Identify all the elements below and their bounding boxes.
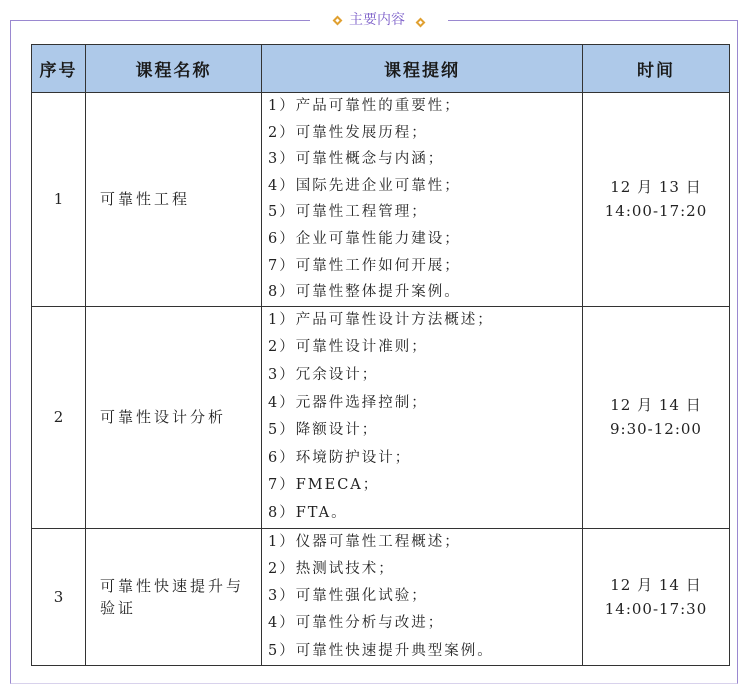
outline-item: 5）可靠性快速提升典型案例。 xyxy=(268,642,494,659)
course-date: 12 月 13 日 xyxy=(610,178,702,197)
row-index: 3 xyxy=(32,528,86,665)
outline-item: 8）可靠性整体提升案例。 xyxy=(268,284,461,301)
outline-item: 7）FMECA； xyxy=(268,477,380,494)
frame-top-rule-left xyxy=(10,20,310,21)
row-index: 2 xyxy=(32,306,86,528)
course-table xyxy=(31,44,730,666)
table-row xyxy=(32,306,730,528)
outline-item: 6）环境防护设计； xyxy=(268,449,412,466)
outline-item: 2）可靠性设计准则； xyxy=(268,339,428,356)
course-time xyxy=(583,306,730,528)
course-date: 12 月 14 日 xyxy=(610,575,702,594)
diamond-left-icon xyxy=(333,15,343,25)
frame-top-rule-right xyxy=(448,20,738,21)
outline-item: 8）FTA。 xyxy=(268,504,348,521)
column-header-index: 序号 xyxy=(32,45,86,93)
course-name: 可靠性快速提升与验证 xyxy=(86,528,262,665)
column-header-name: 课程名称 xyxy=(86,45,262,93)
course-date: 12 月 14 日 xyxy=(610,396,702,415)
course-time xyxy=(583,93,730,307)
course-name: 可靠性设计分析 xyxy=(86,306,262,528)
outline-item: 1）产品可靠性设计方法概述； xyxy=(268,311,494,328)
outline-item: 4）国际先进企业可靠性； xyxy=(268,177,461,194)
outline-item: 5）降额设计； xyxy=(268,422,379,439)
column-header-time: 时间 xyxy=(583,45,730,93)
outline-item: 1）产品可靠性的重要性； xyxy=(268,98,461,114)
outline-item: 6）企业可靠性能力建设； xyxy=(268,230,461,247)
outline-item: 2）热测试技术； xyxy=(268,560,395,577)
outline-item: 3）可靠性强化试验； xyxy=(268,588,428,605)
column-header-outline: 课程提纲 xyxy=(262,45,583,93)
course-hours: 14:00-17:20 xyxy=(604,202,708,221)
course-time xyxy=(583,528,730,665)
outline-item: 2）可靠性发展历程； xyxy=(268,124,428,141)
course-outline xyxy=(262,528,583,665)
outline-item: 3）冗余设计； xyxy=(268,366,379,383)
course-hours: 14:00-17:30 xyxy=(604,599,708,618)
outline-item: 4）元器件选择控制； xyxy=(268,394,428,411)
diamond-right-icon xyxy=(416,17,426,27)
row-index: 1 xyxy=(32,93,86,307)
outline-item: 1）仪器可靠性工程概述； xyxy=(268,533,461,550)
outline-item: 5）可靠性工程管理； xyxy=(268,204,428,221)
course-outline xyxy=(262,93,583,307)
section-title: 主要内容 xyxy=(349,12,405,28)
course-outline xyxy=(262,306,583,528)
outline-item: 3）可靠性概念与内涵； xyxy=(268,151,445,168)
table-row xyxy=(32,528,730,665)
outline-item: 7）可靠性工作如何开展； xyxy=(268,257,461,274)
outline-item: 4）可靠性分析与改进； xyxy=(268,615,445,632)
course-name: 可靠性工程 xyxy=(86,93,262,307)
course-hours: 9:30-12:00 xyxy=(610,420,702,439)
table-header-row xyxy=(32,45,730,93)
table-row xyxy=(32,93,730,307)
section-header xyxy=(310,6,448,32)
